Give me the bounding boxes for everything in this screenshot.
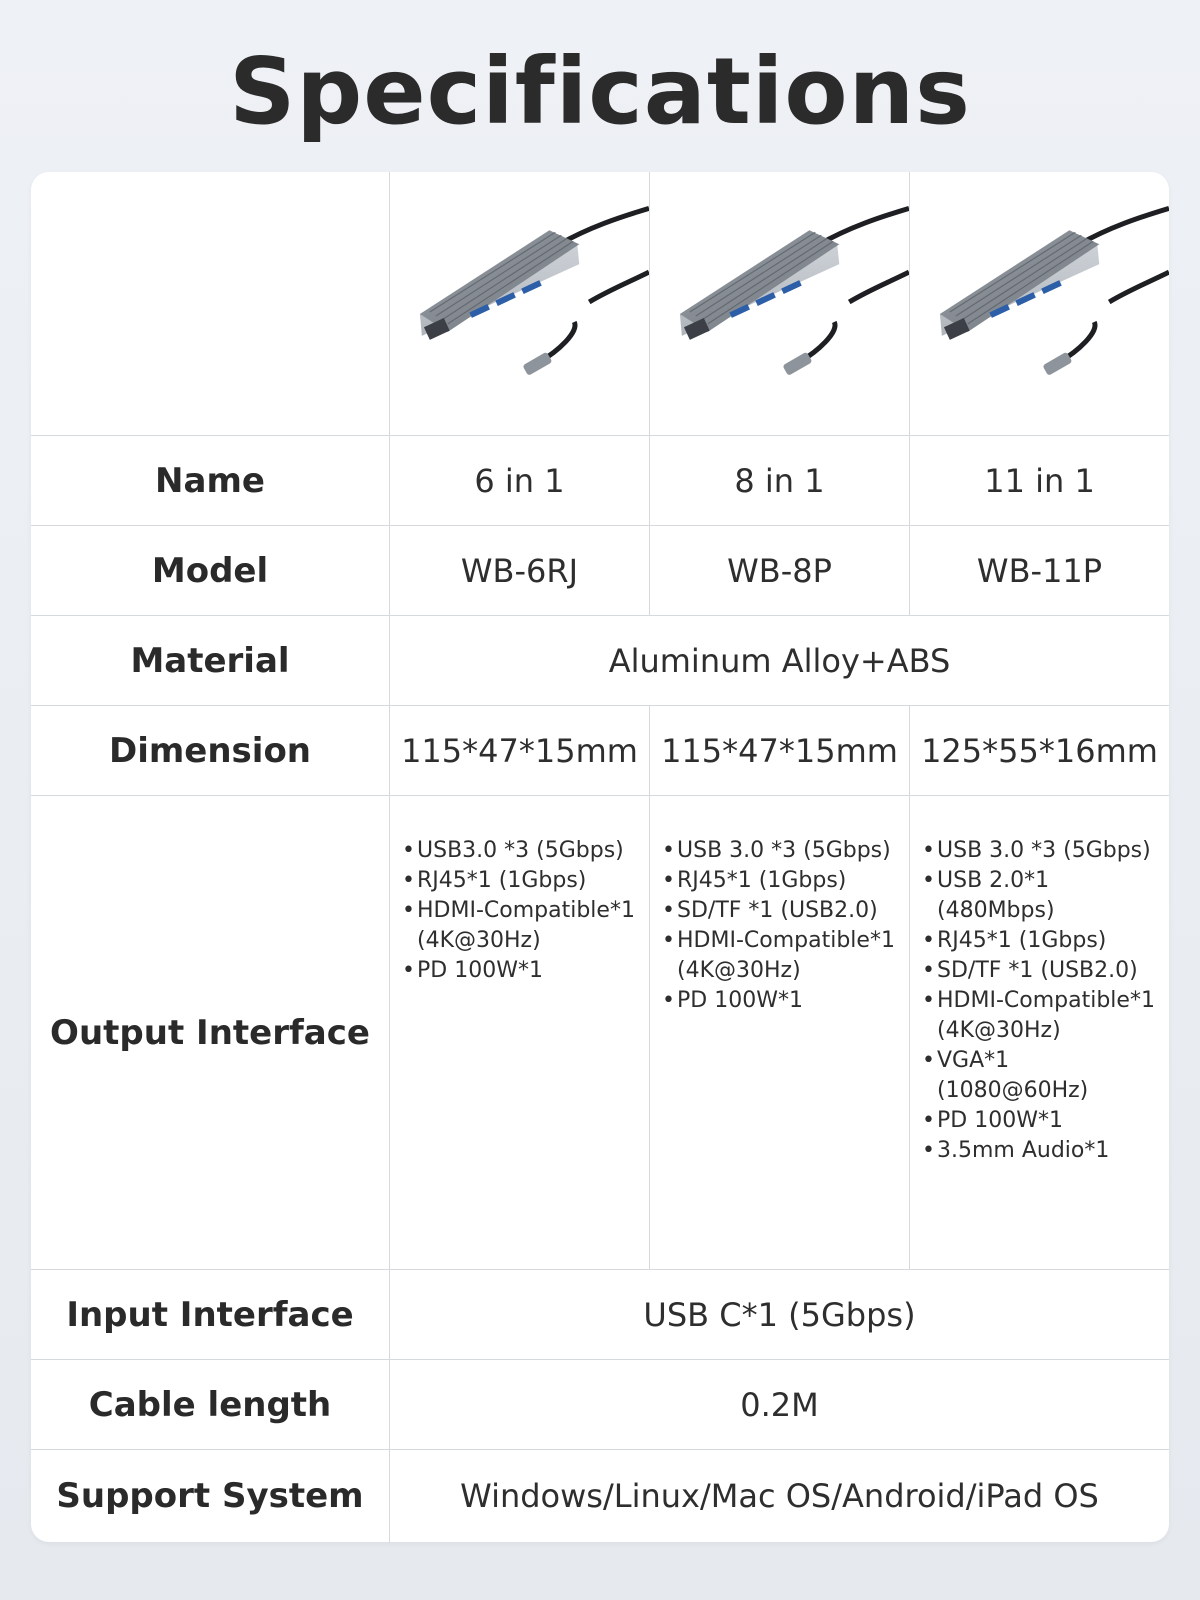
name-value: 11 in 1	[910, 436, 1169, 526]
row-label-output: Output Interface	[31, 796, 390, 1270]
list-item: • USB3.0 *3 (5Gbps)	[402, 836, 635, 866]
list-item: • USB 3.0 *3 (5Gbps)	[922, 836, 1163, 866]
list-item: • PD 100W*1	[922, 1106, 1163, 1136]
row-label-material: Material	[31, 616, 390, 706]
list-item: • HDMI-Compatible*1	[402, 896, 635, 926]
list-item: (4K@30Hz)	[937, 1018, 1061, 1043]
list-item: • RJ45*1 (1Gbps)	[402, 866, 635, 896]
model-value: WB-8P	[650, 526, 910, 616]
list-item: • PD 100W*1	[662, 986, 895, 1016]
list-item: • PD 100W*1	[402, 956, 635, 986]
model-value: WB-6RJ	[390, 526, 650, 616]
row-label-system: Support System	[31, 1450, 390, 1542]
page-title: Specifications	[229, 38, 971, 145]
usb-hub-image	[650, 172, 909, 436]
output-list-6in1	[390, 796, 650, 1270]
output-list-11in1	[910, 796, 1169, 1270]
row-label-model: Model	[31, 526, 390, 616]
product-image-6in1	[390, 172, 650, 436]
list-item: • RJ45*1 (1Gbps)	[662, 866, 895, 896]
list-item: • VGA*1 (1080@60Hz)	[922, 1046, 1163, 1106]
list-item: (4K@30Hz)	[417, 928, 541, 953]
system-value: Windows/Linux/Mac OS/Android/iPad OS	[460, 1477, 1099, 1515]
input-value: USB C*1 (5Gbps)	[390, 1270, 1169, 1360]
row-label-dimension: Dimension	[31, 706, 390, 796]
product-image-11in1	[910, 172, 1169, 436]
list-item: (4K@30Hz)	[677, 958, 801, 983]
name-value: 8 in 1	[650, 436, 910, 526]
output-list-8in1	[650, 796, 910, 1270]
list-item: • HDMI-Compatible*1	[922, 986, 1163, 1016]
dimension-value: 115*47*15mm	[650, 706, 910, 796]
list-item: • RJ45*1 (1Gbps)	[922, 926, 1163, 956]
list-item: • 3.5mm Audio*1	[922, 1136, 1163, 1166]
cable-value: 0.2M	[390, 1360, 1169, 1450]
list-item: • USB 3.0 *3 (5Gbps)	[662, 836, 895, 866]
list-item: • USB 2.0*1 (480Mbps)	[922, 866, 1163, 926]
product-image-8in1	[650, 172, 910, 436]
row-label-cable: Cable length	[31, 1360, 390, 1450]
material-value: Aluminum Alloy+ABS	[390, 616, 1169, 706]
usb-hub-image	[910, 172, 1169, 436]
list-item: • SD/TF *1 (USB2.0)	[662, 896, 895, 926]
spec-table	[31, 172, 1169, 1542]
name-value: 6 in 1	[390, 436, 650, 526]
usb-hub-image	[390, 172, 649, 436]
list-item: • SD/TF *1 (USB2.0)	[922, 956, 1163, 986]
dimension-value: 125*55*16mm	[910, 706, 1169, 796]
list-item: • HDMI-Compatible*1	[662, 926, 895, 956]
row-label-name: Name	[31, 436, 390, 526]
model-value: WB-11P	[910, 526, 1169, 616]
row-label-input: Input Interface	[31, 1270, 390, 1360]
dimension-value: 115*47*15mm	[390, 706, 650, 796]
corner-cell	[31, 172, 390, 436]
